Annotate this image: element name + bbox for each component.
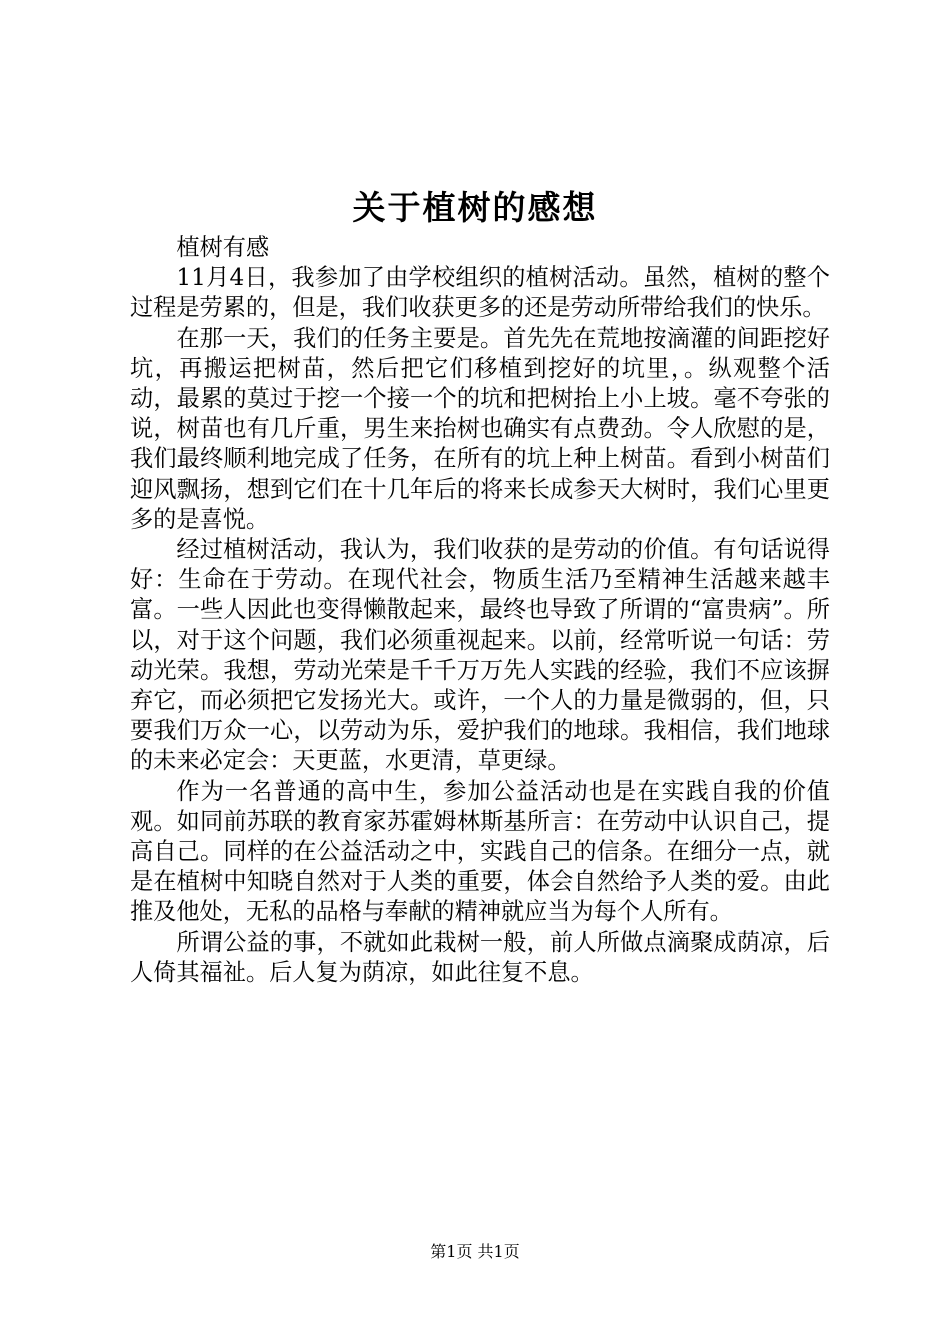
paragraph: 所谓公益的事，不就如此栽树一般，前人所做点滴聚成荫凉，后人倚其福祉。后人复为荫凉，如此往复不息。 [130, 928, 830, 986]
page-footer: 第1页 共1页 [430, 1242, 520, 1261]
paragraph: 11月4日，我参加了由学校组织的植树活动。虽然，植树的整个过程是劳累的，但是，我们收获更多的还是劳动所带给我们的快乐。 [130, 264, 830, 322]
paragraph: 在那一天，我们的任务主要是。首先先在荒地按滴灌的间距挖好坑，再搬运把树苗，然后把它们移植到挖好的坑里，。纵观整个活动，最累的莫过于挖一个接一个的坑和把树抬上小上坡。毫不夸张的说，树苗也有几斤重，男生来抬树也确实有点费劲。令人欣慰的是，我们最终顺利地完成了任务，在所有的坑上种上树苗。看到小树苗们迎风飘扬，想到它们在十几年后的将来长成参天大树时，我们心里更多的是喜悦。 [130, 324, 830, 533]
document-body [130, 233, 830, 988]
paragraph-subtitle: 植树有感 [176, 234, 270, 261]
paragraph: 经过植树活动，我认为，我们收获的是劳动的价值。有句话说得好：生命在于劳动。在现代社会，物质生活乃至精神生活越来越丰富。一些人因此也变得懒散起来，最终也导致了所谓的“富贵病”。所以，对于这个问题，我们必须重视起来。以前，经常听说一句话：劳动光荣。我想，劳动光荣是千千万万先人实践的经验，我们不应该摒弃它，而必须把它发扬光大。或许，一个人的力量是微弱的，但，只要我们万众一心，以劳动为乐，爱护我们的地球。我相信，我们地球的未来必定会：天更蓝，水更清，草更绿。 [130, 536, 830, 775]
paragraph: 作为一名普通的高中生，参加公益活动也是在实践自我的价值观。如同前苏联的教育家苏霍姆林斯基所言：在劳动中认识自己，提高自己。同样的在公益活动之中，实践自己的信条。在细分一点，就是在植树中知晓自然对于人类的重要，体会自然给予人类的爱。由此推及他处，无私的品格与奉献的精神就应当为每个人所有。 [130, 777, 830, 926]
document-title: 关于植树的感想 [352, 188, 598, 227]
